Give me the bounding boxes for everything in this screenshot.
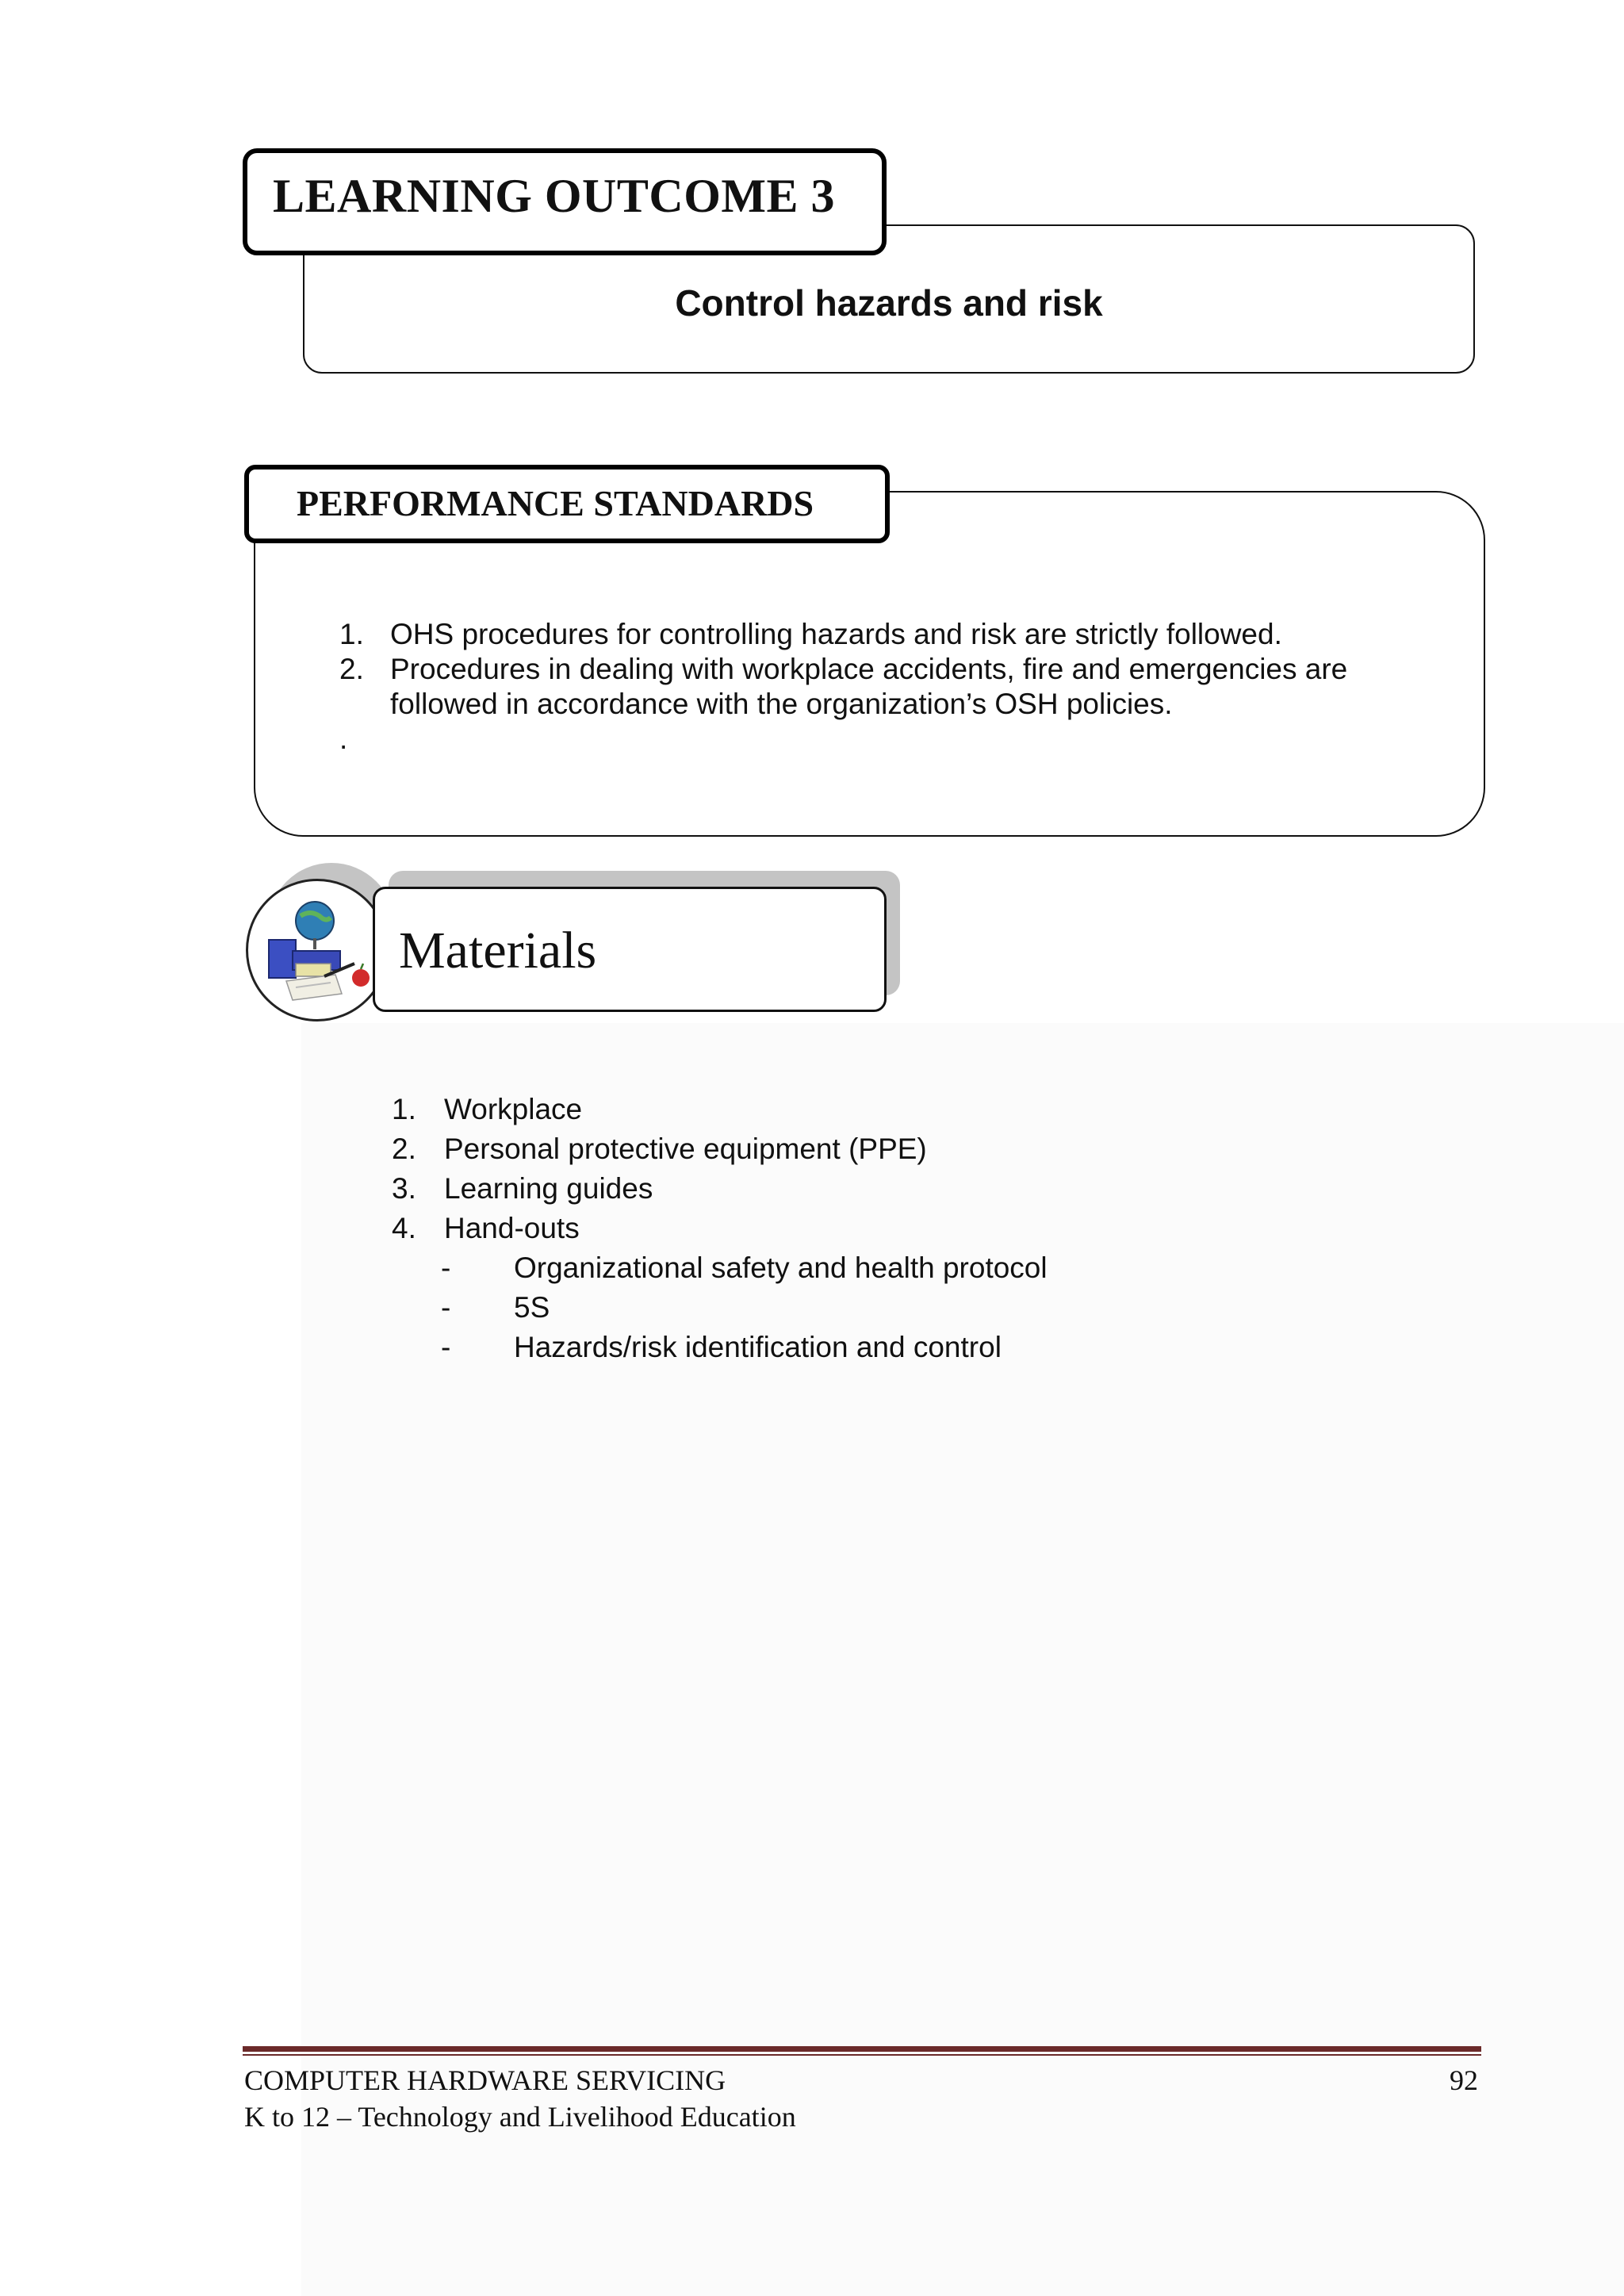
footer-text <box>244 2062 796 2135</box>
footer-rule-thin <box>243 2054 1481 2056</box>
sub-list-dash: - <box>441 1251 451 1284</box>
list-number: 2. <box>339 653 364 685</box>
list-item <box>392 1090 1343 1129</box>
list-text: Personal protective equipment (PPE) <box>444 1133 927 1165</box>
learning-outcome-title: LEARNING OUTCOME 3 <box>273 170 836 222</box>
performance-standards-heading: PERFORMANCE STANDARDS <box>297 483 814 523</box>
list-text: Workplace <box>444 1093 583 1125</box>
materials-list <box>392 1090 1343 1367</box>
list-item <box>392 1209 1343 1248</box>
list-item <box>339 617 1450 652</box>
learning-outcome-tab <box>243 148 887 255</box>
sub-list-item <box>392 1248 1343 1288</box>
list-item <box>339 652 1450 722</box>
list-number: 1. <box>392 1093 416 1125</box>
list-text: Learning guides <box>444 1172 653 1205</box>
list-text: OHS procedures for controlling hazards and risk are strictly followed. <box>390 618 1282 650</box>
performance-standards-list <box>339 617 1450 757</box>
sub-list-text: Organizational safety and health protocol <box>514 1251 1048 1284</box>
list-text: Hand-outs <box>444 1212 580 1244</box>
list-number: 4. <box>392 1212 416 1244</box>
list-number: 3. <box>392 1172 416 1205</box>
footer-program: K to 12 – Technology and Livelihood Education <box>244 2101 796 2133</box>
list-item <box>392 1169 1343 1209</box>
sub-list-dash: - <box>441 1291 451 1324</box>
sub-list-text: 5S <box>514 1291 550 1324</box>
list-text: Procedures in dealing with workplace accidents, fire and emergencies are followed in accordance with the organization’s OSH policies. <box>390 653 1348 720</box>
list-number: 2. <box>392 1133 416 1165</box>
footer-rule-thick <box>243 2046 1481 2052</box>
sub-list-item <box>392 1328 1343 1367</box>
footer-course-title: COMPUTER HARDWARE SERVICING <box>244 2064 726 2096</box>
list-item <box>392 1129 1343 1169</box>
materials-clipart-icon <box>246 879 389 1022</box>
materials-clipart-svg <box>248 881 389 1022</box>
sub-list-text: Hazards/risk identification and control <box>514 1331 1002 1363</box>
sub-list-dash: - <box>441 1331 451 1363</box>
learning-outcome-subtitle: Control hazards and risk <box>675 282 1103 324</box>
page-number: 92 <box>1450 2064 1478 2096</box>
materials-heading-box <box>373 887 887 1012</box>
materials-heading: Materials <box>399 922 597 979</box>
list-number: 1. <box>339 618 364 650</box>
sub-list-item <box>392 1288 1343 1328</box>
trailing-mark: . <box>339 723 348 755</box>
performance-standards-tab <box>244 465 890 543</box>
